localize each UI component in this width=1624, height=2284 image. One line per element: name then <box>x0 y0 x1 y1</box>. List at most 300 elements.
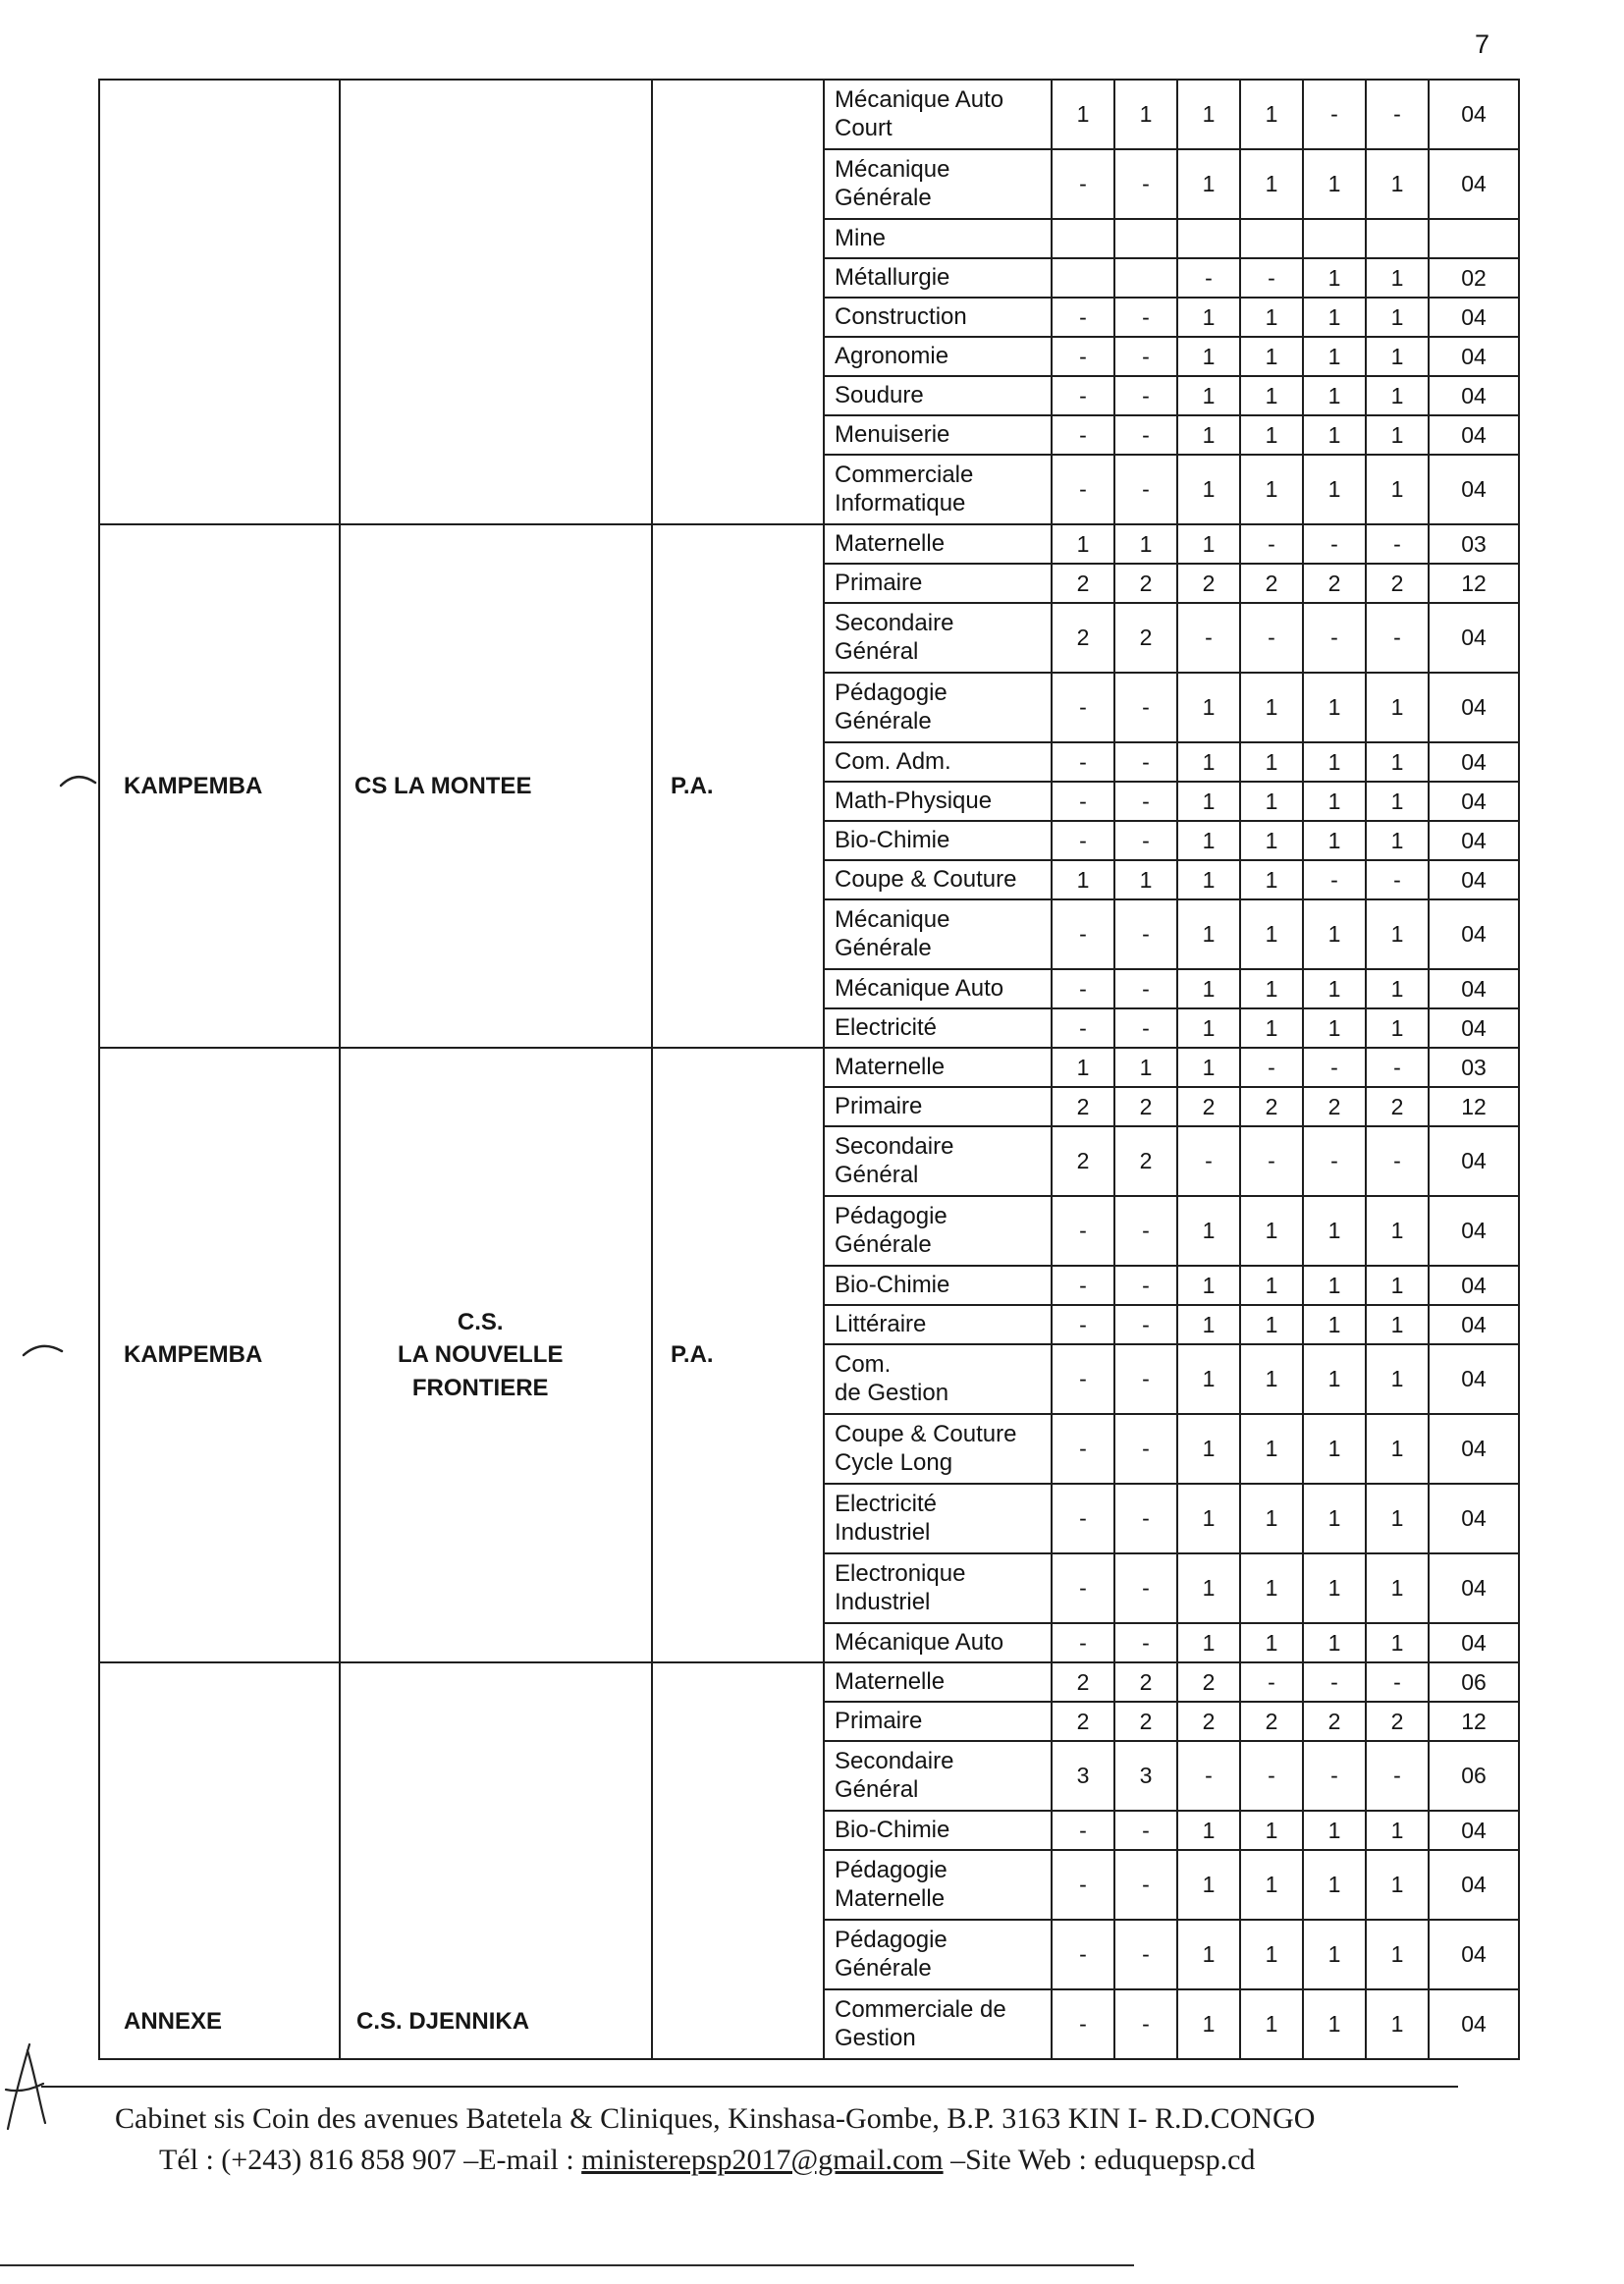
class-count-cell: - <box>1303 1126 1366 1196</box>
class-count-cell: - <box>1052 415 1114 455</box>
class-count-cell: 1 <box>1303 1305 1366 1344</box>
class-count-cell: 2 <box>1177 1662 1240 1702</box>
class-count-cell: 1 <box>1366 673 1429 742</box>
regime-cell <box>652 80 824 524</box>
class-count-cell: 1 <box>1240 298 1303 337</box>
class-count-cell: 1 <box>1303 1850 1366 1920</box>
class-count-cell: 1 <box>1114 1048 1177 1087</box>
footer-address: Cabinet sis Coin des avenues Batetela & Cliniques, Kinshasa-Gombe, B.P. 3163 KIN I- R.D.CONGO <box>115 2102 1316 2135</box>
class-count-cell: 1 <box>1114 524 1177 564</box>
class-count-cell <box>1177 219 1240 258</box>
class-count-cell: - <box>1052 1414 1114 1484</box>
class-count-cell: - <box>1114 337 1177 376</box>
school-options-table <box>98 79 1520 2060</box>
class-count-cell: 1 <box>1366 1344 1429 1414</box>
class-count-cell: - <box>1240 258 1303 298</box>
class-count-cell: 1 <box>1303 1414 1366 1484</box>
total-cell: 04 <box>1429 603 1519 673</box>
class-count-cell: - <box>1052 1266 1114 1305</box>
total-cell: 04 <box>1429 298 1519 337</box>
total-cell: 04 <box>1429 1126 1519 1196</box>
class-count-cell: 1 <box>1366 821 1429 860</box>
total-cell: 04 <box>1429 673 1519 742</box>
class-count-cell: 1 <box>1366 1850 1429 1920</box>
class-count-cell: 1 <box>1366 1008 1429 1048</box>
option-cell: Bio-Chimie <box>824 1266 1052 1305</box>
class-count-cell: 1 <box>1303 1811 1366 1850</box>
class-count-cell: 1 <box>1303 969 1366 1008</box>
class-count-cell: - <box>1240 1126 1303 1196</box>
total-cell: 04 <box>1429 1920 1519 1989</box>
class-count-cell: - <box>1114 149 1177 219</box>
class-count-cell: 2 <box>1177 1087 1240 1126</box>
class-count-cell: 1 <box>1177 80 1240 149</box>
class-count-cell: - <box>1114 1344 1177 1414</box>
total-cell: 12 <box>1429 564 1519 603</box>
option-cell: Electricité Industriel <box>824 1484 1052 1553</box>
total-cell: 04 <box>1429 1850 1519 1920</box>
class-count-cell: 1 <box>1303 1553 1366 1623</box>
class-count-cell: - <box>1114 899 1177 969</box>
total-cell: 04 <box>1429 1484 1519 1553</box>
class-count-cell: 1 <box>1303 1008 1366 1048</box>
class-count-cell: 1 <box>1240 80 1303 149</box>
class-count-cell: 1 <box>1366 1553 1429 1623</box>
option-cell: Mécanique Générale <box>824 899 1052 969</box>
class-count-cell: 1 <box>1240 899 1303 969</box>
option-cell: Menuiserie <box>824 415 1052 455</box>
class-count-cell: 2 <box>1052 1662 1114 1702</box>
option-cell: Maternelle <box>824 1048 1052 1087</box>
option-cell: Maternelle <box>824 1662 1052 1702</box>
class-count-cell: 1 <box>1303 1266 1366 1305</box>
class-count-cell: 1 <box>1366 1811 1429 1850</box>
total-cell: 04 <box>1429 782 1519 821</box>
class-count-cell: 1 <box>1177 1305 1240 1344</box>
class-count-cell: 2 <box>1303 564 1366 603</box>
class-count-cell: 1 <box>1114 80 1177 149</box>
total-cell: 04 <box>1429 1008 1519 1048</box>
class-count-cell: 2 <box>1303 1702 1366 1741</box>
class-count-cell: 1 <box>1303 1484 1366 1553</box>
class-count-cell: 2 <box>1114 1126 1177 1196</box>
class-count-cell: 1 <box>1240 1484 1303 1553</box>
class-count-cell: - <box>1052 1344 1114 1414</box>
class-count-cell: - <box>1052 1196 1114 1266</box>
class-count-cell: 1 <box>1366 1920 1429 1989</box>
class-count-cell: - <box>1114 1623 1177 1662</box>
class-count-cell: - <box>1052 1989 1114 2059</box>
class-count-cell: 1 <box>1240 149 1303 219</box>
class-count-cell: - <box>1303 603 1366 673</box>
total-cell: 06 <box>1429 1741 1519 1811</box>
class-count-cell: - <box>1114 1305 1177 1344</box>
class-count-cell: 1 <box>1240 1196 1303 1266</box>
class-count-cell: - <box>1114 298 1177 337</box>
option-cell: Soudure <box>824 376 1052 415</box>
class-count-cell: - <box>1052 1850 1114 1920</box>
class-count-cell: 1 <box>1177 415 1240 455</box>
class-count-cell: - <box>1052 969 1114 1008</box>
option-cell: Secondaire Général <box>824 603 1052 673</box>
class-count-cell: 1 <box>1177 782 1240 821</box>
class-count-cell: - <box>1114 1989 1177 2059</box>
class-count-cell: 1 <box>1177 1344 1240 1414</box>
total-cell: 04 <box>1429 455 1519 524</box>
class-count-cell: 1 <box>1240 821 1303 860</box>
class-count-cell <box>1052 258 1114 298</box>
table-body <box>99 80 1519 2059</box>
total-cell: 04 <box>1429 1305 1519 1344</box>
class-count-cell: 1 <box>1052 860 1114 899</box>
class-count-cell: - <box>1052 673 1114 742</box>
class-count-cell: 1 <box>1303 821 1366 860</box>
option-cell: Electronique Industriel <box>824 1553 1052 1623</box>
total-cell: 04 <box>1429 1623 1519 1662</box>
class-count-cell: 1 <box>1240 1623 1303 1662</box>
class-count-cell: 1 <box>1366 1623 1429 1662</box>
school-cell <box>340 80 652 524</box>
class-count-cell: - <box>1052 1484 1114 1553</box>
class-count-cell: 1 <box>1303 149 1366 219</box>
class-count-cell: 1 <box>1366 1414 1429 1484</box>
footer-email: ministerepsp2017@gmail.com <box>581 2144 944 2176</box>
class-count-cell: 1 <box>1366 337 1429 376</box>
option-cell: Maternelle <box>824 524 1052 564</box>
class-count-cell: 2 <box>1052 1087 1114 1126</box>
class-count-cell: - <box>1240 524 1303 564</box>
total-cell: 04 <box>1429 969 1519 1008</box>
class-count-cell: 1 <box>1114 860 1177 899</box>
option-cell: Métallurgie <box>824 258 1052 298</box>
class-count-cell: 1 <box>1303 1344 1366 1414</box>
bottom-rule <box>0 2264 1134 2266</box>
class-count-cell: 1 <box>1240 1305 1303 1344</box>
class-count-cell: 1 <box>1177 455 1240 524</box>
footer-phone: Tél : (+243) 816 858 907 –E-mail : <box>159 2144 582 2176</box>
class-count-cell: - <box>1366 524 1429 564</box>
class-count-cell: - <box>1303 80 1366 149</box>
class-count-cell: 1 <box>1303 673 1366 742</box>
class-count-cell: - <box>1114 1414 1177 1484</box>
class-count-cell: 1 <box>1366 899 1429 969</box>
class-count-cell: 1 <box>1366 455 1429 524</box>
regime-cell <box>652 1048 824 1662</box>
class-count-cell: 1 <box>1303 337 1366 376</box>
class-count-cell: 3 <box>1052 1741 1114 1811</box>
class-count-cell: 1 <box>1177 821 1240 860</box>
class-count-cell: 2 <box>1366 564 1429 603</box>
school-label: C.S. DJENNIKA <box>356 2008 530 2036</box>
class-count-cell: 1 <box>1177 298 1240 337</box>
class-count-cell: - <box>1114 1811 1177 1850</box>
class-count-cell: 1 <box>1240 1553 1303 1623</box>
class-count-cell: 1 <box>1240 455 1303 524</box>
class-count-cell: 1 <box>1303 742 1366 782</box>
class-count-cell: 2 <box>1114 603 1177 673</box>
class-count-cell: - <box>1114 742 1177 782</box>
commune-label: KAMPEMBA <box>124 1341 263 1369</box>
class-count-cell: 1 <box>1177 149 1240 219</box>
class-count-cell: 1 <box>1177 1850 1240 1920</box>
class-count-cell: 2 <box>1114 1702 1177 1741</box>
class-count-cell: 1 <box>1177 673 1240 742</box>
class-count-cell: 1 <box>1240 1414 1303 1484</box>
class-count-cell: 1 <box>1366 1484 1429 1553</box>
class-count-cell: 1 <box>1240 782 1303 821</box>
class-count-cell: - <box>1052 298 1114 337</box>
class-count-cell: - <box>1366 1126 1429 1196</box>
option-cell: Mécanique Générale <box>824 149 1052 219</box>
total-cell: 12 <box>1429 1702 1519 1741</box>
class-count-cell <box>1366 219 1429 258</box>
class-count-cell: - <box>1303 524 1366 564</box>
class-count-cell: 1 <box>1177 1414 1240 1484</box>
commune-cell <box>99 80 340 524</box>
total-cell: 03 <box>1429 1048 1519 1087</box>
class-count-cell: 1 <box>1366 1989 1429 2059</box>
regime-cell <box>652 524 824 1048</box>
class-count-cell: - <box>1114 1850 1177 1920</box>
class-count-cell <box>1114 258 1177 298</box>
class-count-cell: - <box>1052 149 1114 219</box>
class-count-cell: - <box>1052 1811 1114 1850</box>
option-cell: Bio-Chimie <box>824 821 1052 860</box>
class-count-cell: - <box>1240 603 1303 673</box>
class-count-cell: - <box>1177 1126 1240 1196</box>
class-count-cell: 1 <box>1052 1048 1114 1087</box>
class-count-cell: - <box>1303 860 1366 899</box>
option-cell: Mécanique Auto <box>824 1623 1052 1662</box>
class-count-cell: - <box>1366 1048 1429 1087</box>
class-count-cell: 1 <box>1303 258 1366 298</box>
page-number: 7 <box>1475 29 1490 59</box>
total-cell: 02 <box>1429 258 1519 298</box>
class-count-cell: 1 <box>1303 899 1366 969</box>
school-cell <box>340 524 652 1048</box>
table-row <box>99 524 1519 564</box>
class-count-cell <box>1303 219 1366 258</box>
total-cell: 12 <box>1429 1087 1519 1126</box>
class-count-cell: 1 <box>1240 1811 1303 1850</box>
class-count-cell: 1 <box>1177 1553 1240 1623</box>
option-cell: Primaire <box>824 564 1052 603</box>
class-count-cell: - <box>1052 1920 1114 1989</box>
class-count-cell: 1 <box>1177 1266 1240 1305</box>
class-count-cell: 1 <box>1177 1048 1240 1087</box>
option-cell: Construction <box>824 298 1052 337</box>
option-cell: Mine <box>824 219 1052 258</box>
class-count-cell: 1 <box>1240 376 1303 415</box>
option-cell: Com. de Gestion <box>824 1344 1052 1414</box>
class-count-cell: - <box>1240 1048 1303 1087</box>
class-count-cell: 1 <box>1303 376 1366 415</box>
class-count-cell: 1 <box>1366 258 1429 298</box>
class-count-cell: - <box>1114 1008 1177 1048</box>
school-label: C.S. LA NOUVELLE FRONTIERE <box>398 1308 564 1401</box>
class-count-cell: - <box>1177 1741 1240 1811</box>
class-count-cell: 1 <box>1177 1196 1240 1266</box>
class-count-cell: - <box>1114 376 1177 415</box>
class-count-cell: - <box>1052 742 1114 782</box>
class-count-cell: 1 <box>1177 1008 1240 1048</box>
class-count-cell: 1 <box>1177 899 1240 969</box>
class-count-cell: - <box>1366 80 1429 149</box>
class-count-cell: 2 <box>1052 564 1114 603</box>
class-count-cell: 1 <box>1303 1196 1366 1266</box>
total-cell: 04 <box>1429 1553 1519 1623</box>
class-count-cell: - <box>1114 673 1177 742</box>
total-cell: 06 <box>1429 1662 1519 1702</box>
class-count-cell: - <box>1177 258 1240 298</box>
total-cell: 04 <box>1429 1989 1519 2059</box>
class-count-cell: 2 <box>1052 1126 1114 1196</box>
class-count-cell: 2 <box>1114 564 1177 603</box>
regime-label: P.A. <box>671 772 714 799</box>
total-cell: 04 <box>1429 1414 1519 1484</box>
option-cell: Coupe & Couture Cycle Long <box>824 1414 1052 1484</box>
total-cell: 04 <box>1429 1344 1519 1414</box>
class-count-cell: 1 <box>1240 1344 1303 1414</box>
class-count-cell: - <box>1303 1741 1366 1811</box>
class-count-cell: 2 <box>1177 1702 1240 1741</box>
class-count-cell: - <box>1114 1266 1177 1305</box>
class-count-cell: 1 <box>1240 1850 1303 1920</box>
class-count-cell: - <box>1114 1920 1177 1989</box>
class-count-cell: 3 <box>1114 1741 1177 1811</box>
class-count-cell: - <box>1052 821 1114 860</box>
class-count-cell: 1 <box>1240 415 1303 455</box>
class-count-cell: 1 <box>1303 415 1366 455</box>
option-cell: Com. Adm. <box>824 742 1052 782</box>
school-cell <box>340 1048 652 1662</box>
school-cell <box>340 1662 652 2059</box>
class-count-cell: - <box>1114 969 1177 1008</box>
class-count-cell: 1 <box>1366 1266 1429 1305</box>
class-count-cell: 1 <box>1303 455 1366 524</box>
class-count-cell: 1 <box>1177 1920 1240 1989</box>
footer-rule <box>41 2086 1458 2088</box>
class-count-cell: 2 <box>1303 1087 1366 1126</box>
class-count-cell: 1 <box>1052 80 1114 149</box>
class-count-cell: 1 <box>1240 860 1303 899</box>
class-count-cell: 1 <box>1366 1196 1429 1266</box>
class-count-cell: 1 <box>1177 969 1240 1008</box>
option-cell: Secondaire Général <box>824 1741 1052 1811</box>
total-cell: 04 <box>1429 80 1519 149</box>
footer-website: –Site Web : eduquepsp.cd <box>943 2144 1256 2176</box>
table-row <box>99 1048 1519 1087</box>
class-count-cell: 2 <box>1114 1662 1177 1702</box>
class-count-cell: 1 <box>1366 415 1429 455</box>
class-count-cell: 1 <box>1366 782 1429 821</box>
class-count-cell: 2 <box>1052 603 1114 673</box>
class-count-cell: - <box>1052 455 1114 524</box>
option-cell: Littéraire <box>824 1305 1052 1344</box>
class-count-cell: 1 <box>1240 1989 1303 2059</box>
class-count-cell: 1 <box>1177 1623 1240 1662</box>
class-count-cell: - <box>1114 782 1177 821</box>
class-count-cell: - <box>1052 1553 1114 1623</box>
option-cell: Agronomie <box>824 337 1052 376</box>
class-count-cell: 1 <box>1240 1920 1303 1989</box>
class-count-cell: - <box>1114 1553 1177 1623</box>
class-count-cell: 1 <box>1177 742 1240 782</box>
option-cell: Pédagogie Générale <box>824 673 1052 742</box>
total-cell: 04 <box>1429 1811 1519 1850</box>
class-count-cell: 1 <box>1240 673 1303 742</box>
class-count-cell: 1 <box>1303 298 1366 337</box>
option-cell: Electricité <box>824 1008 1052 1048</box>
class-count-cell: 1 <box>1366 298 1429 337</box>
commune-cell <box>99 524 340 1048</box>
commune-cell <box>99 1662 340 2059</box>
total-cell: 04 <box>1429 742 1519 782</box>
class-count-cell: - <box>1114 1196 1177 1266</box>
option-cell: Commerciale Informatique <box>824 455 1052 524</box>
class-count-cell: 1 <box>1177 376 1240 415</box>
class-count-cell: - <box>1052 1305 1114 1344</box>
total-cell: 04 <box>1429 376 1519 415</box>
option-cell: Primaire <box>824 1087 1052 1126</box>
class-count-cell: - <box>1052 782 1114 821</box>
class-count-cell: 1 <box>1366 742 1429 782</box>
class-count-cell: - <box>1366 1741 1429 1811</box>
class-count-cell: - <box>1052 1008 1114 1048</box>
total-cell <box>1429 219 1519 258</box>
class-count-cell <box>1240 219 1303 258</box>
class-count-cell: 1 <box>1240 1266 1303 1305</box>
total-cell: 04 <box>1429 149 1519 219</box>
option-cell: Pédagogie Générale <box>824 1920 1052 1989</box>
class-count-cell: 1 <box>1177 1811 1240 1850</box>
class-count-cell: 2 <box>1240 564 1303 603</box>
class-count-cell: - <box>1366 1662 1429 1702</box>
option-cell: Math-Physique <box>824 782 1052 821</box>
class-count-cell: 1 <box>1177 1989 1240 2059</box>
class-count-cell: - <box>1366 860 1429 899</box>
school-label: CS LA MONTEE <box>354 772 532 799</box>
document-sheet <box>0 79 1624 2178</box>
class-count-cell: - <box>1240 1662 1303 1702</box>
class-count-cell: 1 <box>1052 524 1114 564</box>
class-count-cell: 1 <box>1240 742 1303 782</box>
table-row <box>99 1662 1519 1702</box>
class-count-cell <box>1114 219 1177 258</box>
class-count-cell: 1 <box>1240 969 1303 1008</box>
class-count-cell: 2 <box>1052 1702 1114 1741</box>
class-count-cell: 1 <box>1177 860 1240 899</box>
regime-label: P.A. <box>671 1341 714 1369</box>
class-count-cell: - <box>1052 376 1114 415</box>
total-cell: 04 <box>1429 337 1519 376</box>
total-cell: 03 <box>1429 524 1519 564</box>
option-cell: Mécanique Auto <box>824 969 1052 1008</box>
class-count-cell: - <box>1052 337 1114 376</box>
class-count-cell: - <box>1177 603 1240 673</box>
total-cell: 04 <box>1429 821 1519 860</box>
class-count-cell: - <box>1114 415 1177 455</box>
class-count-cell: 1 <box>1366 1305 1429 1344</box>
class-count-cell: 1 <box>1303 1989 1366 2059</box>
class-count-cell: 1 <box>1303 782 1366 821</box>
class-count-cell: - <box>1303 1662 1366 1702</box>
total-cell: 04 <box>1429 860 1519 899</box>
total-cell: 04 <box>1429 1266 1519 1305</box>
class-count-cell: - <box>1114 821 1177 860</box>
class-count-cell: 1 <box>1177 524 1240 564</box>
class-count-cell: 2 <box>1366 1702 1429 1741</box>
